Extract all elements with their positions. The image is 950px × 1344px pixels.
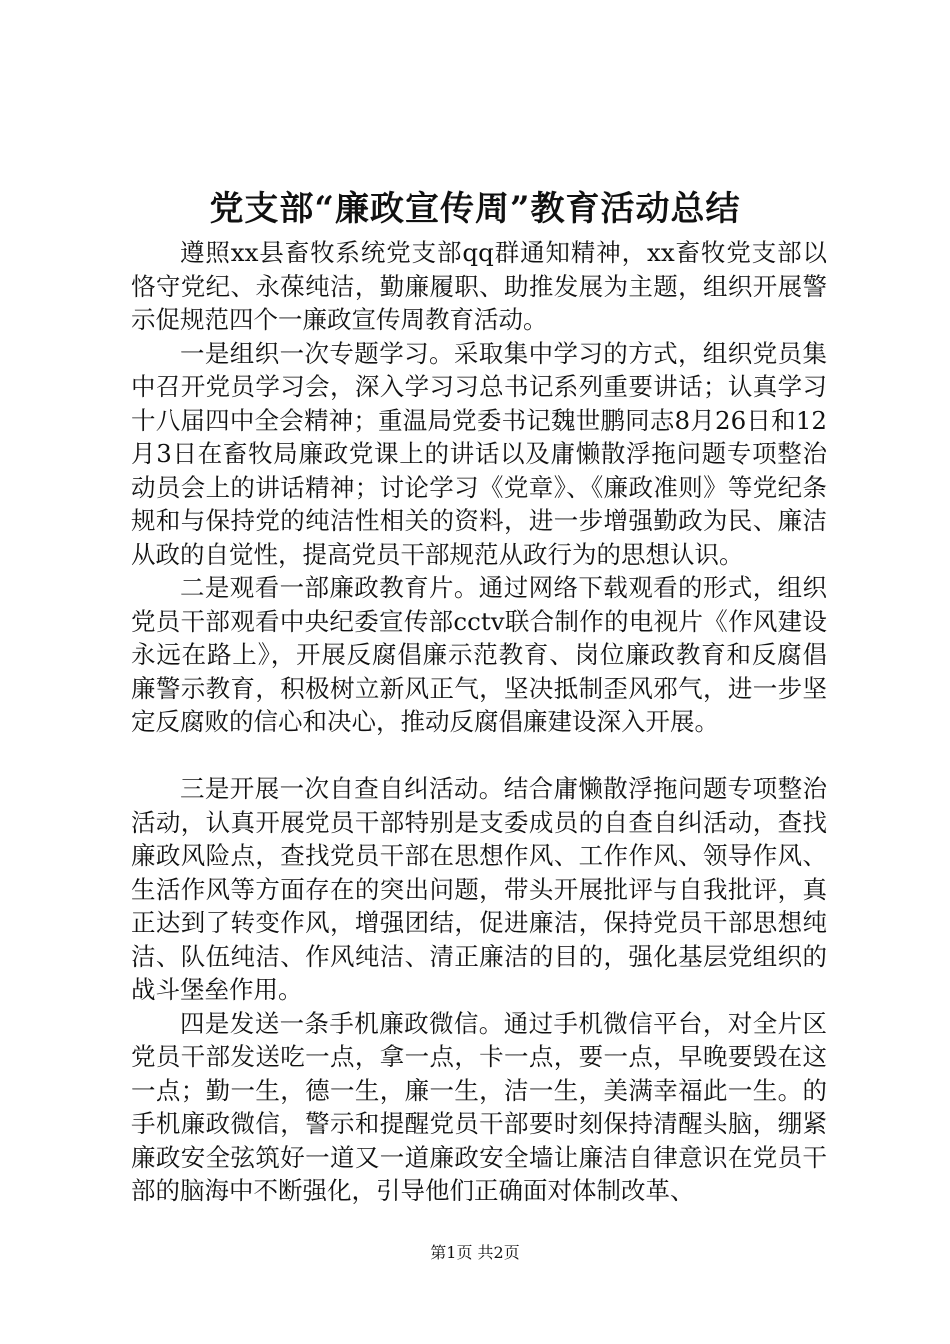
paragraph-film: 二是观看一部廉政教育片。通过网络下载观看的形式，组织党员干部观看中央纪委宣传部cctv联合制作的电视片《作风建设永远在路上》，开展反腐倡廉示范教育、岗位廉政教育和反腐倡廉警示教育，积极树立新风正气，坚决抵制歪风邪气，进一步坚定反腐败的信心和决心，推动反腐倡廉建设深入开展。 [131,573,827,736]
paragraph-study: 一是组织一次专题学习。采取集中学习的方式，组织党员集中召开党员学习会，深入学习习总书记系列重要讲话；认真学习十八届四中全会精神；重温局党委书记魏世鹏同志8月26日和12月3日在畜牧局廉政党课上的讲话以及庸懒散浮拖问题专项整治动员会上的讲话精神；讨论学习《党章》、《廉政准则》等党纪条规和与保持党的纯洁性相关的资料，进一步增强勤政为民、廉洁从政的自觉性，提高党员干部规范从政行为的思想认识。 [131,338,827,569]
paragraph-wechat: 四是发送一条手机廉政微信。通过手机微信平台，对全片区党员干部发送吃一点，拿一点，卡一点，要一点，早晚要毁在这一点；勤一生，德一生，廉一生，洁一生，美满幸福此一生。的手机廉政微信，警示和提醒党员干部要时刻保持清醒头脑，绷紧廉政安全弦筑好一道又一道廉政安全墙让廉洁自律意识在党员干部的脑海中不断强化，引导他们正确面对体制改革、 [131,1008,827,1205]
page-footer: 第1页 共2页 [430,1243,520,1262]
paragraph-self-check: 三是开展一次自查自纠活动。结合庸懒散浮拖问题专项整治活动，认真开展党员干部特别是支委成员的自查自纠活动，查找廉政风险点，查找党员干部在思想作风、工作作风、领导作风、生活作风等方面存在的突出问题，带头开展批评与自我批评，真正达到了转变作风，增强团结，促进廉洁，保持党员干部思想纯洁、队伍纯洁、作风纯洁、清正廉洁的目的，强化基层党组织的战斗堡垒作用。 [131,774,827,1004]
document-body [131,236,827,1208]
paragraph-intro: 遵照xx县畜牧系统党支部qq群通知精神，xx畜牧党支部以恪守党纪、永葆纯洁，勤廉履职、助推发展为主题，组织开展警示促规范四个一廉政宣传周教育活动。 [131,238,827,334]
document-title: 党支部“廉政宣传周”教育活动总结 [209,189,741,229]
paragraph-gap [131,739,827,773]
